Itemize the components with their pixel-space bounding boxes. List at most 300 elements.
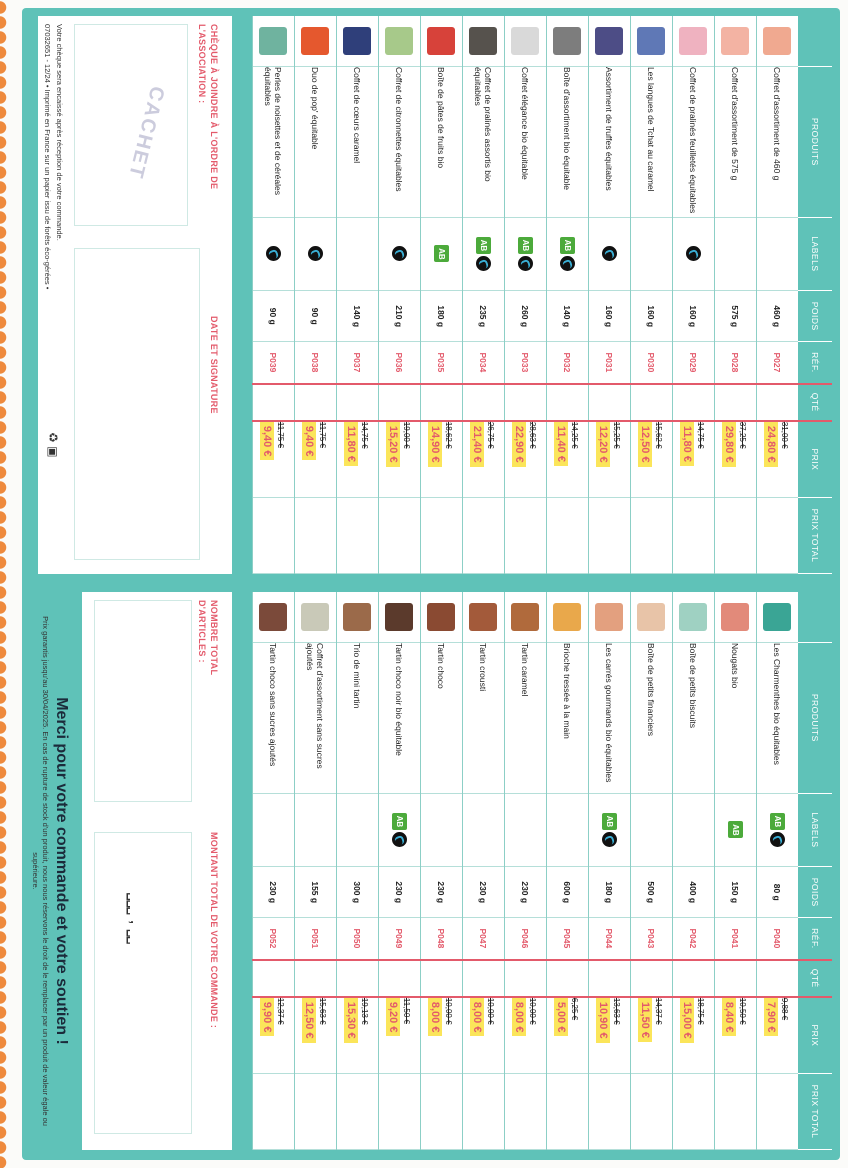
product-labels <box>463 217 505 291</box>
product-price <box>715 997 757 1074</box>
quantity-input[interactable] <box>379 384 421 421</box>
product-image <box>428 27 456 55</box>
header-prix: PRIX <box>798 421 832 498</box>
total-price-input[interactable] <box>631 497 673 573</box>
total-price-input[interactable] <box>547 497 589 573</box>
total-price-input[interactable] <box>715 497 757 573</box>
product-weight: 575 g <box>715 291 757 342</box>
fairtrade-icon <box>602 246 617 261</box>
product-image-cell <box>673 16 715 66</box>
product-price <box>379 421 421 498</box>
product-labels <box>253 217 295 291</box>
product-name: Brioche tressée à la main <box>547 642 589 793</box>
product-price <box>547 997 589 1074</box>
fairtrade-icon <box>602 832 617 847</box>
product-labels <box>421 793 463 867</box>
sale-price: 8,00 € <box>470 998 484 1037</box>
product-ref: P032 <box>547 342 589 384</box>
product-price <box>379 997 421 1074</box>
montant-total-box[interactable] <box>94 832 192 1134</box>
nombre-total-box[interactable] <box>94 600 192 802</box>
product-labels <box>379 217 421 291</box>
product-weight: 260 g <box>505 291 547 342</box>
total-price-input[interactable] <box>589 497 631 573</box>
table-row <box>337 592 379 1150</box>
product-labels <box>295 217 337 291</box>
product-name: Coffret de citronnettes équitables <box>379 66 421 217</box>
product-price <box>715 421 757 498</box>
price-disclaimer: Prix garantis jusqu'au 30/04/2025. En cas de rupture de stock d'un produit, nous nous réservons le droit de le remplacer par un produit de valeur égale ou supérieure. <box>31 616 50 1126</box>
product-name: Boîte de pâtes de fruits bio <box>421 66 463 217</box>
quantity-input[interactable] <box>463 384 505 421</box>
product-price <box>505 997 547 1074</box>
table-row <box>253 16 295 574</box>
sale-price: 11,50 € <box>638 998 652 1042</box>
table-row <box>631 592 673 1150</box>
quantity-input[interactable] <box>757 960 799 997</box>
header-prix-total: PRIX TOTAL <box>798 1073 832 1149</box>
sale-price: 8,00 € <box>428 998 442 1037</box>
total-price-input[interactable] <box>715 1073 757 1149</box>
product-name: Trio de mini tartin <box>337 642 379 793</box>
product-ref: P050 <box>337 918 379 960</box>
product-weight: 230 g <box>463 867 505 918</box>
product-weight: 230 g <box>421 867 463 918</box>
quantity-input[interactable] <box>421 384 463 421</box>
product-ref: P041 <box>715 918 757 960</box>
thanks-title: Merci pour votre commande et votre soutien ! <box>53 697 70 1045</box>
product-image-cell <box>421 592 463 642</box>
product-name: Coffret d'assortiment de 460 g <box>757 66 799 217</box>
product-image <box>596 27 624 55</box>
table-row <box>379 16 421 574</box>
product-labels <box>379 793 421 867</box>
product-ref: P049 <box>379 918 421 960</box>
payment-footer <box>38 16 232 574</box>
old-price: 14,75 € <box>360 421 369 449</box>
product-weight: 230 g <box>505 867 547 918</box>
organic-ab-icon: AB <box>392 813 407 830</box>
sale-price: 9,90 € <box>260 998 274 1037</box>
header-prix: PRIX <box>798 997 832 1074</box>
old-price: 15,62 € <box>654 421 663 449</box>
product-ref: P030 <box>631 342 673 384</box>
product-image <box>470 27 498 55</box>
header-ref: RÉF. <box>798 918 832 960</box>
quantity-input[interactable] <box>589 960 631 997</box>
product-name: Perles de noisettes et de céréales équitables <box>253 66 295 217</box>
table-row <box>715 16 757 574</box>
product-name: Assortiment de truffes équitables <box>589 66 631 217</box>
header-qte: QTÉ <box>798 384 832 421</box>
sale-price: 15,30 € <box>344 998 358 1043</box>
table-row <box>715 592 757 1150</box>
cachet-box[interactable] <box>74 24 188 226</box>
product-ref: P044 <box>589 918 631 960</box>
quantity-input[interactable] <box>337 384 379 421</box>
total-price-input[interactable] <box>379 497 421 573</box>
product-image <box>302 27 330 55</box>
quantity-input[interactable] <box>379 960 421 997</box>
recycle-logos-icon: ♻ ▣ <box>46 432 60 458</box>
total-price-input[interactable] <box>421 1073 463 1149</box>
product-image-cell <box>589 16 631 66</box>
product-weight: 160 g <box>589 291 631 342</box>
product-price <box>505 421 547 498</box>
right-panel <box>22 584 840 1160</box>
quantity-input[interactable] <box>715 960 757 997</box>
product-name: Nougats bio <box>715 642 757 793</box>
product-image <box>302 603 330 631</box>
product-price <box>253 997 295 1074</box>
total-price-input[interactable] <box>673 1073 715 1149</box>
total-price-input[interactable] <box>463 1073 505 1149</box>
sale-price: 9,40 € <box>260 422 274 461</box>
products-table-right <box>252 592 832 1150</box>
product-price <box>631 421 673 498</box>
product-image-cell <box>631 16 673 66</box>
total-price-input[interactable] <box>337 1073 379 1149</box>
table-row <box>505 592 547 1150</box>
product-image-cell <box>547 16 589 66</box>
quantity-input[interactable] <box>463 960 505 997</box>
amount-mask: ⎵⎵⎵ , ⎵⎵ <box>127 893 147 945</box>
product-weight: 90 g <box>253 291 295 342</box>
product-weight: 180 g <box>421 291 463 342</box>
old-price: 31,00 € <box>780 421 789 449</box>
product-ref: P048 <box>421 918 463 960</box>
product-price <box>295 997 337 1074</box>
product-weight: 500 g <box>631 867 673 918</box>
product-image-cell <box>715 592 757 642</box>
product-image-cell <box>295 592 337 642</box>
fairtrade-icon <box>686 246 701 261</box>
quantity-input[interactable] <box>295 960 337 997</box>
product-weight: 160 g <box>673 291 715 342</box>
product-labels <box>631 217 673 291</box>
quantity-input[interactable] <box>589 384 631 421</box>
old-price: 14,25 € <box>570 421 579 449</box>
sale-price: 9,40 € <box>302 422 316 461</box>
scalloped-edge <box>0 0 14 1168</box>
organic-ab-icon: AB <box>518 237 533 254</box>
product-image <box>344 603 372 631</box>
table-row <box>673 16 715 574</box>
organic-ab-icon: AB <box>434 245 449 262</box>
product-weight: 230 g <box>379 867 421 918</box>
quantity-input[interactable] <box>253 960 295 997</box>
total-price-input[interactable] <box>757 1073 799 1149</box>
old-price: 14,75 € <box>696 421 705 449</box>
product-image-cell <box>757 592 799 642</box>
total-price-input[interactable] <box>421 497 463 573</box>
product-labels <box>421 217 463 291</box>
product-weight: 80 g <box>757 867 799 918</box>
table-row <box>421 16 463 574</box>
product-image-cell <box>715 16 757 66</box>
product-ref: P051 <box>295 918 337 960</box>
table-row <box>589 16 631 574</box>
product-image <box>554 27 582 55</box>
product-name: Tartin choco sans sucres ajoutés <box>253 642 295 793</box>
product-name: Duo de pop' équitable <box>295 66 337 217</box>
total-price-input[interactable] <box>295 497 337 573</box>
product-ref: P033 <box>505 342 547 384</box>
product-name: Boîte de petits biscuits <box>673 642 715 793</box>
old-price: 6,25 € <box>570 997 579 1021</box>
old-price: 11,75 € <box>276 421 285 448</box>
product-ref: P039 <box>253 342 295 384</box>
old-price: 15,25 € <box>612 421 621 449</box>
total-price-input[interactable] <box>463 497 505 573</box>
sale-price: 22,90 € <box>512 422 526 467</box>
rotated-content <box>22 8 840 1160</box>
sale-price: 7,90 € <box>764 998 778 1037</box>
quantity-input[interactable] <box>631 384 673 421</box>
sale-price: 11,80 € <box>344 422 358 466</box>
table-row <box>589 592 631 1150</box>
product-ref: P047 <box>463 918 505 960</box>
quantity-input[interactable] <box>505 960 547 997</box>
table-header <box>798 16 832 574</box>
table-row <box>505 16 547 574</box>
product-labels <box>757 217 799 291</box>
product-price <box>463 421 505 498</box>
product-image-cell <box>757 16 799 66</box>
fairtrade-icon <box>392 832 407 847</box>
table-row <box>379 592 421 1150</box>
product-labels <box>295 793 337 867</box>
old-price: 12,37 € <box>276 997 285 1025</box>
quantity-input[interactable] <box>505 384 547 421</box>
table-row <box>421 592 463 1150</box>
total-price-input[interactable] <box>337 497 379 573</box>
sale-price: 12,20 € <box>596 422 610 467</box>
product-price <box>253 421 295 498</box>
product-image <box>596 603 624 631</box>
product-image <box>680 27 708 55</box>
table-row <box>673 592 715 1150</box>
product-weight: 460 g <box>757 291 799 342</box>
old-price: 15,63 € <box>318 997 327 1025</box>
old-price: 37,25 € <box>738 421 747 449</box>
quantity-input[interactable] <box>253 384 295 421</box>
signature-box[interactable] <box>74 248 200 560</box>
product-name: Tartin caramel <box>505 642 547 793</box>
sale-price: 5,00 € <box>554 998 568 1037</box>
product-weight: 140 g <box>547 291 589 342</box>
header-qte: QTÉ <box>798 960 832 997</box>
product-weight: 300 g <box>337 867 379 918</box>
product-image <box>722 27 750 55</box>
total-price-input[interactable] <box>547 1073 589 1149</box>
order-form-sheet <box>22 8 840 1160</box>
product-ref: P042 <box>673 918 715 960</box>
product-name: Tartin choco <box>421 642 463 793</box>
product-labels <box>673 793 715 867</box>
product-price <box>547 421 589 498</box>
quantity-input[interactable] <box>547 960 589 997</box>
header-poids: POIDS <box>798 291 832 342</box>
nombre-total-label: NOMBRE TOTAL D'ARTICLES : <box>197 600 219 676</box>
table-row <box>253 592 295 1150</box>
product-labels <box>253 793 295 867</box>
total-price-input[interactable] <box>379 1073 421 1149</box>
quantity-input[interactable] <box>337 960 379 997</box>
product-weight: 90 g <box>295 291 337 342</box>
product-weight: 160 g <box>631 291 673 342</box>
product-price <box>463 997 505 1074</box>
table-row <box>337 16 379 574</box>
old-price: 10,00 € <box>486 997 495 1025</box>
product-price <box>337 421 379 498</box>
product-image <box>512 27 540 55</box>
sale-price: 9,20 € <box>386 998 400 1037</box>
table-row <box>757 592 799 1150</box>
old-price: 11,75 € <box>318 421 327 448</box>
product-ref: P046 <box>505 918 547 960</box>
old-price: 11,50 € <box>402 997 411 1024</box>
product-price <box>757 421 799 498</box>
product-labels <box>757 793 799 867</box>
product-image-cell <box>295 16 337 66</box>
product-image <box>386 27 414 55</box>
product-weight: 140 g <box>337 291 379 342</box>
quantity-input[interactable] <box>295 384 337 421</box>
header-prix-total: PRIX TOTAL <box>798 497 832 573</box>
product-name: Les langues de Tchat au caramel <box>631 66 673 217</box>
fairtrade-icon <box>518 256 533 271</box>
montant-total-label: MONTANT TOTAL DE VOTRE COMMANDE : <box>209 832 219 1029</box>
sale-price: 15,00 € <box>680 998 694 1043</box>
totals-footer <box>82 592 232 1150</box>
old-price: 10,00 € <box>444 997 453 1025</box>
product-image-cell <box>337 16 379 66</box>
quantity-input[interactable] <box>715 384 757 421</box>
product-ref: P037 <box>337 342 379 384</box>
product-labels <box>505 217 547 291</box>
product-image-cell <box>505 592 547 642</box>
left-panel <box>22 8 840 584</box>
product-price <box>631 997 673 1074</box>
total-price-input[interactable] <box>673 497 715 573</box>
old-price: 26,75 € <box>486 421 495 449</box>
table-row <box>631 16 673 574</box>
product-labels <box>715 217 757 291</box>
header-produits: PRODUITS <box>798 642 832 793</box>
product-image <box>260 27 288 55</box>
total-price-input[interactable] <box>253 1073 295 1149</box>
total-price-input[interactable] <box>631 1073 673 1149</box>
product-ref: P038 <box>295 342 337 384</box>
date-signature-label: DATE ET SIGNATURE <box>209 316 219 414</box>
product-name: Tartin choco noir bio équitable <box>379 642 421 793</box>
product-image-cell <box>253 592 295 642</box>
quantity-input[interactable] <box>757 384 799 421</box>
sale-price: 10,90 € <box>596 998 610 1043</box>
fairtrade-icon <box>392 246 407 261</box>
product-price <box>757 997 799 1074</box>
old-price: 14,37 € <box>654 997 663 1025</box>
old-price: 19,00 € <box>402 421 411 449</box>
product-weight: 210 g <box>379 291 421 342</box>
product-labels <box>337 217 379 291</box>
quantity-input[interactable] <box>421 960 463 997</box>
product-labels <box>547 217 589 291</box>
quantity-input[interactable] <box>673 960 715 997</box>
total-price-input[interactable] <box>505 1073 547 1149</box>
old-price: 18,75 € <box>696 997 705 1025</box>
old-price: 18,62 € <box>444 421 453 449</box>
product-image <box>512 603 540 631</box>
product-name: Coffret d'assortiment sans sucres ajoutés <box>295 642 337 793</box>
quantity-input[interactable] <box>673 384 715 421</box>
total-price-input[interactable] <box>589 1073 631 1149</box>
product-ref: P034 <box>463 342 505 384</box>
product-image-cell <box>631 592 673 642</box>
total-price-input[interactable] <box>253 497 295 573</box>
product-image-cell <box>379 16 421 66</box>
product-name: Coffret d'assortiment de 575 g <box>715 66 757 217</box>
product-image <box>638 603 666 631</box>
product-price <box>295 421 337 498</box>
product-name: Coffret de cœurs caramel <box>337 66 379 217</box>
product-ref: P052 <box>253 918 295 960</box>
product-weight: 230 g <box>253 867 295 918</box>
product-labels <box>505 793 547 867</box>
product-image <box>344 27 372 55</box>
product-weight: 600 g <box>547 867 589 918</box>
cachet-watermark: CACHET <box>123 83 169 182</box>
table-row <box>463 16 505 574</box>
quantity-input[interactable] <box>631 960 673 997</box>
total-price-input[interactable] <box>757 497 799 573</box>
sale-price: 8,40 € <box>722 998 736 1037</box>
product-image-cell <box>463 592 505 642</box>
product-labels <box>631 793 673 867</box>
imprint-note: 07032651 - 12/24 • Imprimé en France sur un papier issu de forêts éco-gérées • <box>43 24 52 290</box>
product-name: Coffret de pralinés feuilletés équitables <box>673 66 715 217</box>
product-ref: P028 <box>715 342 757 384</box>
sale-price: 15,20 € <box>386 422 400 467</box>
header-labels: LABELS <box>798 217 832 291</box>
quantity-input[interactable] <box>547 384 589 421</box>
total-price-input[interactable] <box>295 1073 337 1149</box>
product-labels <box>673 217 715 291</box>
product-labels <box>589 793 631 867</box>
product-price <box>421 421 463 498</box>
sale-price: 14,90 € <box>428 422 442 467</box>
old-price: 10,00 € <box>528 997 537 1025</box>
product-ref: P043 <box>631 918 673 960</box>
header-poids: POIDS <box>798 867 832 918</box>
cheque-note: Votre chèque sera encaissé après réception de votre commande. <box>55 24 64 241</box>
product-image-cell <box>337 592 379 642</box>
sale-price: 11,40 € <box>554 422 568 466</box>
fairtrade-icon <box>476 256 491 271</box>
product-weight: 155 g <box>295 867 337 918</box>
product-image <box>764 27 792 55</box>
header-ref: RÉF. <box>798 342 832 384</box>
table-row <box>547 592 589 1150</box>
product-image <box>554 603 582 631</box>
table-row <box>295 16 337 574</box>
product-image-cell <box>589 592 631 642</box>
product-labels <box>547 793 589 867</box>
total-price-input[interactable] <box>505 497 547 573</box>
product-price <box>421 997 463 1074</box>
organic-ab-icon: AB <box>728 821 743 838</box>
